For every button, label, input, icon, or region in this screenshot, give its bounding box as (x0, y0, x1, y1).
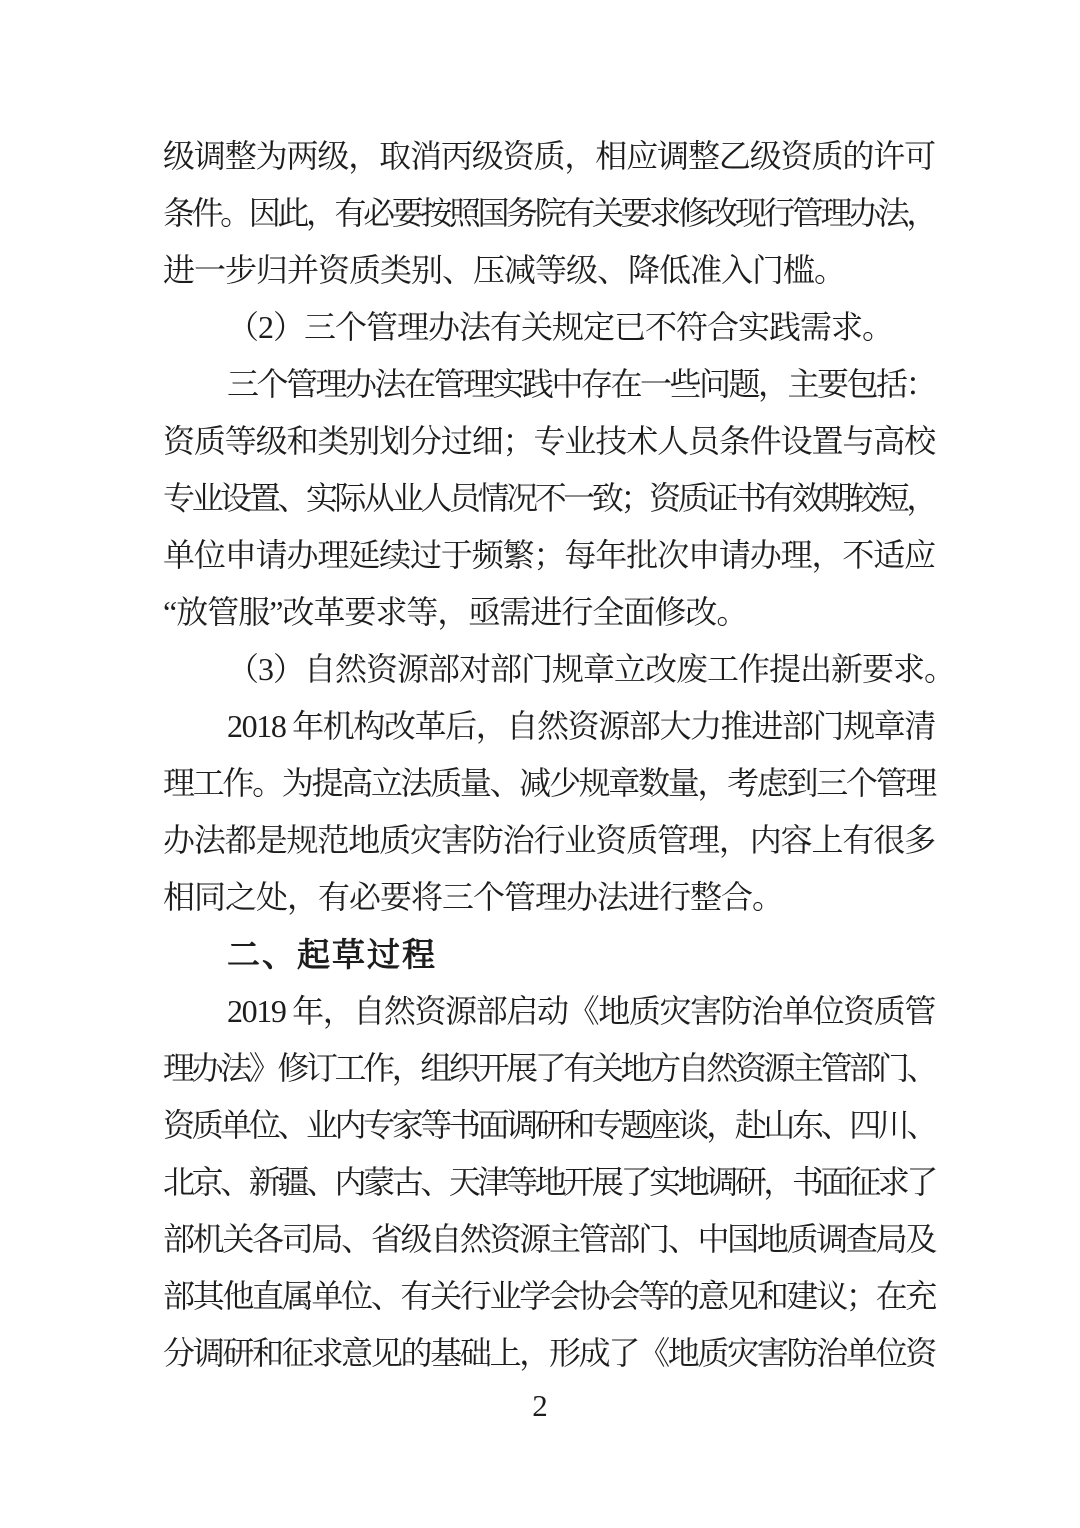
text-line (163, 185, 935, 242)
text-line-content: 分调研和征求意见的基础上，形成了《地质灾害防治单位资 (163, 1335, 935, 1371)
text-line-content: 部其他直属单位、有关行业学会协会等的意见和建议；在充 (163, 1278, 935, 1314)
text-line (163, 698, 935, 755)
text-line (163, 1325, 935, 1382)
text-line (163, 755, 935, 812)
text-line-content: 2018 年机构改革后，自然资源部大力推进部门规章清 (227, 708, 935, 744)
section-heading (163, 926, 935, 983)
text-line-content: 部机关各司局、省级自然资源主管部门、中国地质调查局及 (163, 1221, 935, 1257)
text-line-content: 北京、新疆、内蒙古、天津等地开展了实地调研，书面征求了 (163, 1164, 935, 1200)
list-item-2 (163, 299, 935, 356)
text-line-content: 2019 年，自然资源部启动《地质灾害防治单位资质管 (227, 993, 935, 1029)
text-line-content: “放管服”改革要求等，亟需进行全面修改。 (163, 594, 748, 630)
text-line-content: 级调整为两级，取消丙级资质，相应调整乙级资质的许可 (163, 138, 935, 174)
section-heading-text: 二、起草过程 (227, 936, 437, 973)
text-line-content: 三个管理办法在管理实践中存在一些问题，主要包括： (227, 366, 935, 402)
text-line (163, 1097, 935, 1154)
text-line (163, 812, 935, 869)
text-line (163, 1154, 935, 1211)
text-line (163, 527, 935, 584)
text-line (163, 470, 935, 527)
text-line-content: 专业设置、实际从业人员情况不一致；资质证书有效期较短， (163, 480, 935, 516)
text-line-content: （2）三个管理办法有关规定已不符合实践需求。 (227, 309, 894, 345)
text-line-content: 单位申请办理延续过于频繁；每年批次申请办理，不适应 (163, 537, 935, 573)
text-line-content: 资质等级和类别划分过细；专业技术人员条件设置与高校 (163, 423, 935, 459)
text-line (163, 584, 935, 641)
text-line-content: 资质单位、业内专家等书面调研和专题座谈，赴山东、四川、 (163, 1107, 935, 1143)
text-line-content: 条件。因此，有必要按照国务院有关要求修改现行管理办法， (163, 195, 935, 231)
text-line-content: 相同之处，有必要将三个管理办法进行整合。 (163, 879, 784, 915)
text-line (163, 1040, 935, 1097)
document-body (163, 128, 956, 1382)
text-line (163, 242, 935, 299)
text-line-content: 理工作。为提高立法质量、减少规章数量，考虑到三个管理 (163, 765, 935, 801)
text-line (163, 1268, 935, 1325)
text-line (163, 983, 935, 1040)
text-line-content: 理办法》修订工作，组织开展了有关地方自然资源主管部门、 (163, 1050, 935, 1086)
list-item-3 (163, 641, 956, 698)
page-number: 2 (532, 1388, 548, 1423)
text-line (163, 413, 935, 470)
text-line-content: 进一步归并资质类别、压减等级、降低准入门槛。 (163, 252, 846, 288)
text-line (163, 128, 935, 185)
text-line (163, 869, 935, 926)
text-line (163, 356, 935, 413)
text-line-content: （3）自然资源部对部门规章立改废工作提出新要求。 (227, 651, 956, 687)
text-line (163, 1211, 935, 1268)
text-line-content: 办法都是规范地质灾害防治行业资质管理，内容上有很多 (163, 822, 935, 858)
